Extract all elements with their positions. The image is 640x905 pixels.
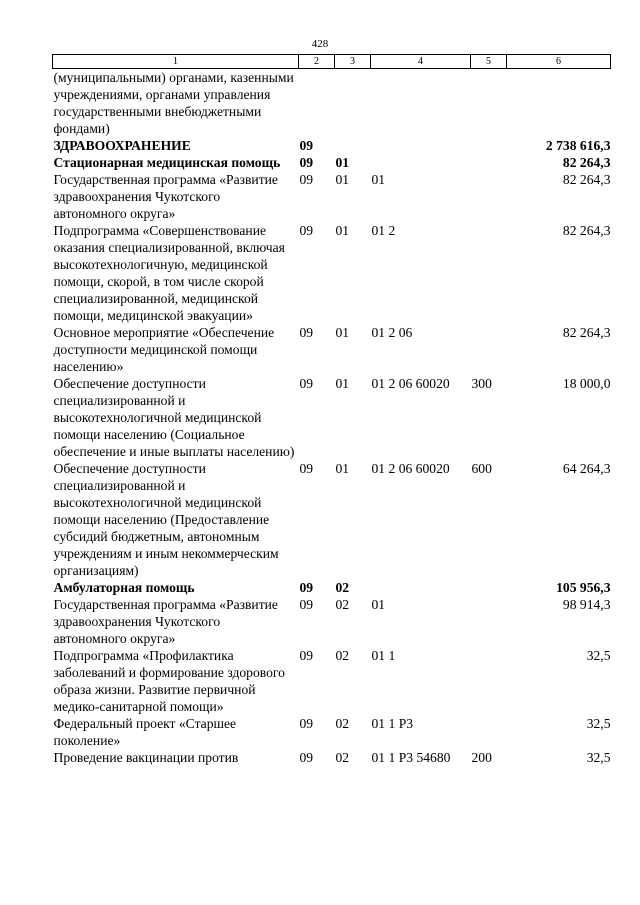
item-name: (муниципальными) органами, казенными учреждениями, органами управления государственными внебюджетными фондами) xyxy=(53,70,294,136)
subsection-code xyxy=(335,69,371,138)
item-name: Обеспечение доступности специализированной и высокотехнологичной медицинской помощи населению (Предоставление субсидий бюджетным, автономным учреждениям и иным некоммерческим организациям) xyxy=(53,461,279,578)
amount: 32,5 xyxy=(586,648,611,663)
section-code: 09 xyxy=(299,223,314,238)
amount: 18 000,0 xyxy=(562,376,611,391)
table-row xyxy=(53,596,611,647)
item-name: Проведение вакцинации против xyxy=(53,750,239,765)
subsection-code: 01 xyxy=(335,461,350,476)
expense-type-code xyxy=(471,154,507,171)
expense-type-code xyxy=(471,579,507,596)
item-name: Государственная программа «Развитие здравоохранения Чукотского автономного округа» xyxy=(53,597,278,646)
table-row xyxy=(53,715,611,749)
col-header-1: 1 xyxy=(53,55,299,69)
target-article-code: 01 1 P3 xyxy=(371,716,414,731)
amount: 82 264,3 xyxy=(562,155,611,170)
section-code: 09 xyxy=(299,138,314,153)
target-article-code: 01 xyxy=(371,597,386,612)
subsection-code: 02 xyxy=(335,580,350,595)
target-article-code xyxy=(371,154,471,171)
table-row xyxy=(53,171,611,222)
col-header-4: 4 xyxy=(371,55,471,69)
amount: 64 264,3 xyxy=(562,461,611,476)
target-article-code xyxy=(371,137,471,154)
expense-type-code xyxy=(471,222,507,324)
subsection-code: 01 xyxy=(335,172,350,187)
table-row xyxy=(53,222,611,324)
table-row xyxy=(53,137,611,154)
item-name: Федеральный проект «Старшее поколение» xyxy=(53,716,237,748)
amount: 32,5 xyxy=(586,716,611,731)
budget-table xyxy=(52,54,611,766)
table-row xyxy=(53,460,611,579)
table-row xyxy=(53,69,611,138)
target-article-code: 01 2 06 xyxy=(371,325,413,340)
item-name: Подпрограмма «Профилактика заболеваний и формирование здорового образа жизни. Развитие первичной медико-санитарной помощи» xyxy=(53,648,285,714)
expense-type-code: 600 xyxy=(471,461,492,476)
expense-type-code: 300 xyxy=(471,376,492,391)
target-article-code: 01 xyxy=(371,172,386,187)
table-body xyxy=(53,69,611,767)
section-code: 09 xyxy=(299,325,314,340)
section-code: 09 xyxy=(299,172,314,187)
section-code: 09 xyxy=(299,155,314,170)
expense-type-code xyxy=(471,324,507,375)
expense-type-code xyxy=(471,69,507,138)
table-row xyxy=(53,324,611,375)
section-code: 09 xyxy=(299,648,314,663)
target-article-code: 01 1 xyxy=(371,648,396,663)
subsection-code: 02 xyxy=(335,716,350,731)
subsection-code: 02 xyxy=(335,597,350,612)
section-code: 09 xyxy=(299,461,314,476)
amount: 98 914,3 xyxy=(562,597,611,612)
subsection-code: 01 xyxy=(335,223,350,238)
target-article-code: 01 1 P3 54680 xyxy=(371,750,451,765)
table-row xyxy=(53,749,611,766)
subsection-code xyxy=(335,137,371,154)
expense-type-code: 200 xyxy=(471,750,492,765)
col-header-5: 5 xyxy=(471,55,507,69)
col-header-3: 3 xyxy=(335,55,371,69)
section-code: 09 xyxy=(299,580,314,595)
column-number-header xyxy=(53,55,611,69)
item-name: Государственная программа «Развитие здравоохранения Чукотского автономного округа» xyxy=(53,172,278,221)
table-row xyxy=(53,154,611,171)
subsection-code: 02 xyxy=(335,648,350,663)
section-code: 09 xyxy=(299,750,314,765)
amount: 105 956,3 xyxy=(556,580,611,595)
target-article-code xyxy=(371,69,471,138)
amount xyxy=(507,69,611,138)
amount: 82 264,3 xyxy=(562,172,611,187)
amount: 82 264,3 xyxy=(562,223,611,238)
subsection-code: 01 xyxy=(335,376,350,391)
section-code xyxy=(299,69,335,138)
subsection-code: 01 xyxy=(335,325,350,340)
section-code: 09 xyxy=(299,716,314,731)
item-name: Стационарная медицинская помощь xyxy=(53,155,281,170)
col-header-6: 6 xyxy=(507,55,611,69)
table-row xyxy=(53,579,611,596)
expense-type-code xyxy=(471,171,507,222)
expense-type-code xyxy=(471,596,507,647)
section-code: 09 xyxy=(299,376,314,391)
item-name: Подпрограмма «Совершенствование оказания специализированной, включая высокотехнологичную, медицинской помощи, скорой, в том числе скорой специализированной, медицинской помощи, медицинской эвакуации» xyxy=(53,223,285,323)
expense-type-code xyxy=(471,137,507,154)
table-row xyxy=(53,647,611,715)
table-row xyxy=(53,375,611,460)
target-article-code: 01 2 xyxy=(371,223,396,238)
page-number: 428 xyxy=(311,38,329,50)
amount: 82 264,3 xyxy=(562,325,611,340)
target-article-code xyxy=(371,579,471,596)
item-name: Обеспечение доступности специализированной и высокотехнологичной медицинской помощи населению (Социальное обеспечение и иные выплаты населению) xyxy=(53,376,295,459)
item-name: Амбулаторная помощь xyxy=(53,580,195,595)
col-header-2: 2 xyxy=(299,55,335,69)
expense-type-code xyxy=(471,715,507,749)
amount: 32,5 xyxy=(586,750,611,765)
item-name: ЗДРАВООХРАНЕНИЕ xyxy=(53,138,191,153)
expense-type-code xyxy=(471,647,507,715)
target-article-code: 01 2 06 60020 xyxy=(371,376,450,391)
item-name: Основное мероприятие «Обеспечение доступности медицинской помощи населению» xyxy=(53,325,275,374)
subsection-code: 01 xyxy=(335,155,350,170)
section-code: 09 xyxy=(299,597,314,612)
amount: 2 738 616,3 xyxy=(545,138,611,153)
subsection-code: 02 xyxy=(335,750,350,765)
target-article-code: 01 2 06 60020 xyxy=(371,461,450,476)
